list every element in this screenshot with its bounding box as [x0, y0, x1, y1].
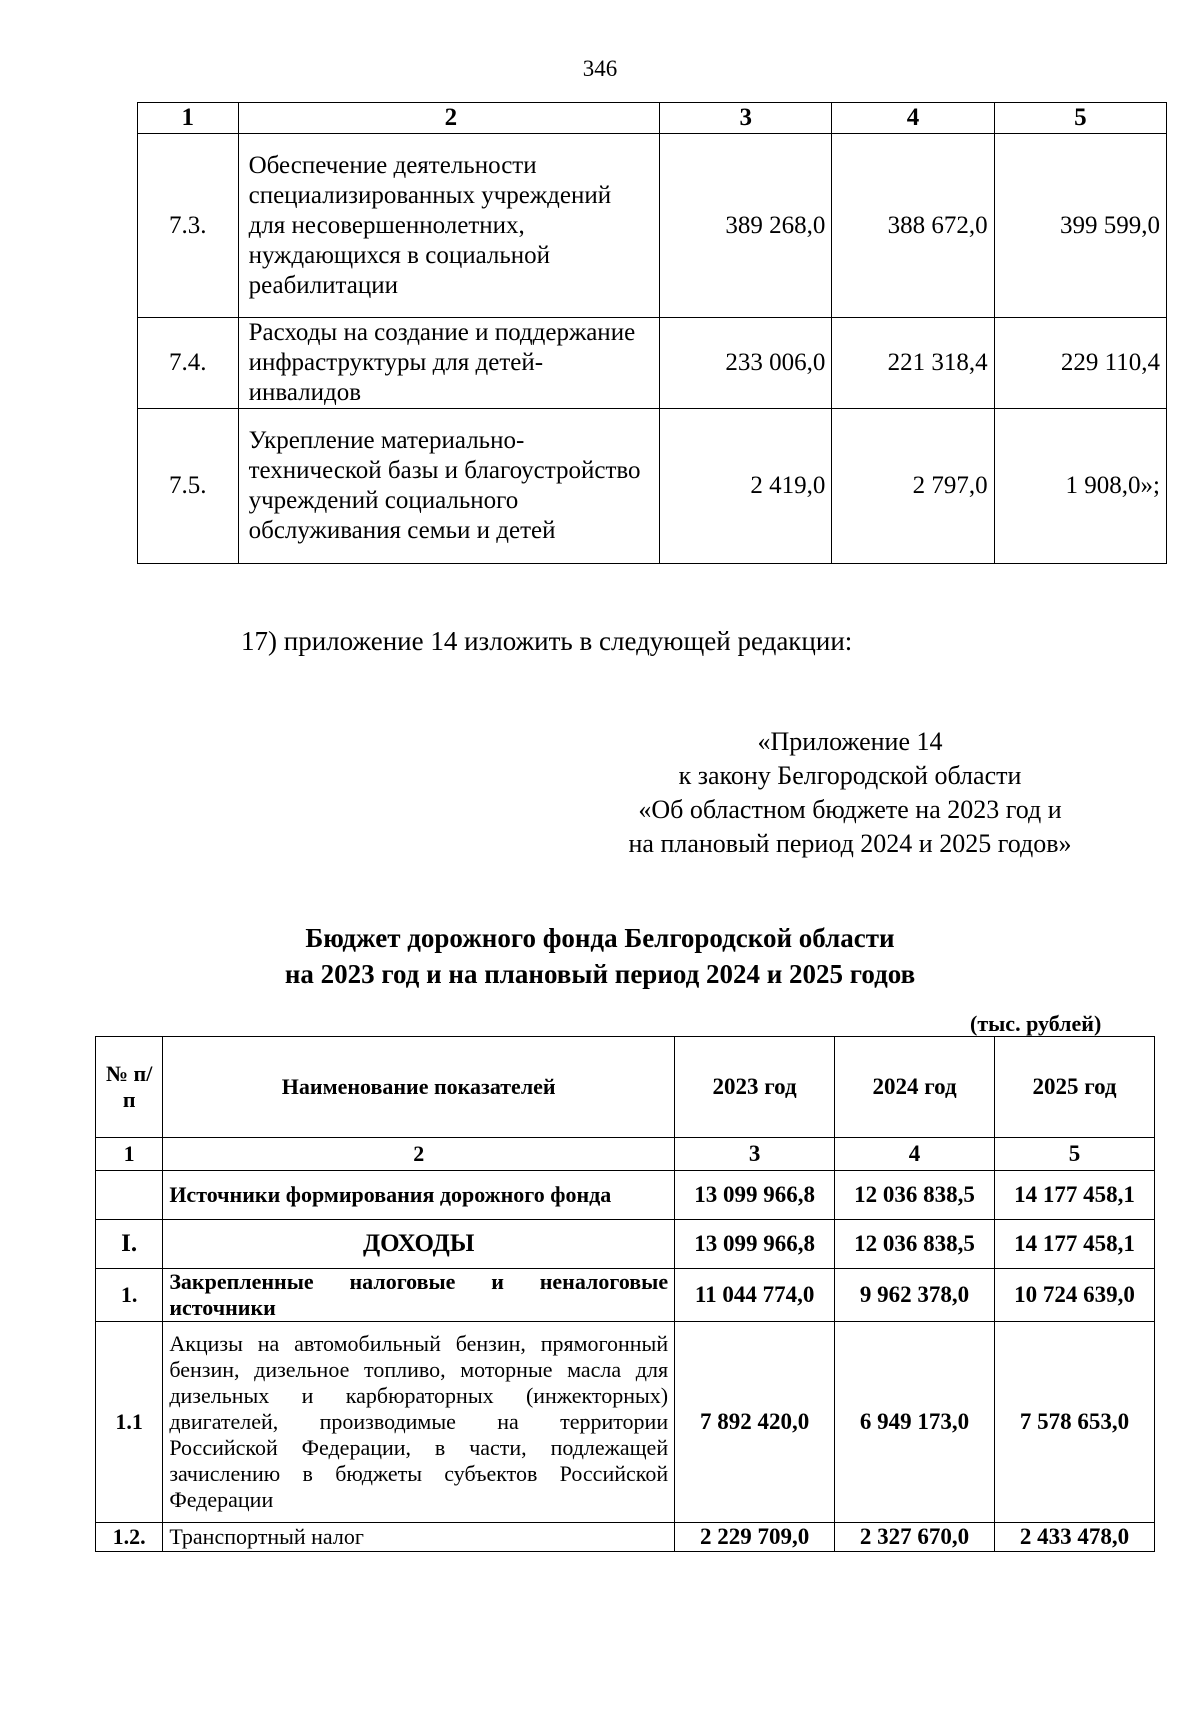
row-name: Акцизы на автомобильный бензин, прямогонный бензин, дизельное топливо, моторные масла для дизельных и карбюраторных (инжекторных) двигателей, производимые на территории Российской Федерации, в части, подлежащей зачислению в бюджеты субъектов Российской Федерации	[163, 1322, 675, 1523]
value-2023: 389 268,0	[660, 134, 832, 318]
column-number: 5	[995, 1138, 1155, 1171]
row-number: 7.4.	[138, 318, 239, 409]
value-2023: 2 419,0	[660, 409, 832, 564]
row-name: Расходы на создание и поддержание инфраструктуры для детей-инвалидов	[238, 318, 660, 409]
value-2024: 6 949 173,0	[835, 1322, 995, 1523]
column-numbers-row	[96, 1138, 1155, 1171]
row-number: I.	[96, 1220, 163, 1269]
row-name: Источники формирования дорожного фонда	[163, 1171, 675, 1220]
row-number: 7.3.	[138, 134, 239, 318]
table-header-row	[96, 1037, 1155, 1138]
table-row	[96, 1171, 1155, 1220]
row-number: 1.1	[96, 1322, 163, 1523]
row-number: 7.5.	[138, 409, 239, 564]
title-line: Бюджет дорожного фонда Белгородской области	[305, 923, 895, 953]
column-number: 3	[660, 103, 832, 134]
table-row	[96, 1220, 1155, 1269]
column-number: 3	[675, 1138, 835, 1171]
page-number: 346	[582, 56, 618, 81]
value-2023: 233 006,0	[660, 318, 832, 409]
value-2024: 388 672,0	[832, 134, 994, 318]
header-2023: 2023 год	[675, 1037, 835, 1138]
value-2024: 12 036 838,5	[835, 1171, 995, 1220]
row-name: ДОХОДЫ	[163, 1220, 675, 1269]
table-row	[138, 134, 1167, 318]
value-2025: 7 578 653,0	[995, 1322, 1155, 1523]
value-2023: 7 892 420,0	[675, 1322, 835, 1523]
row-name: Укрепление материально-технической базы и благоустройство учреждений социального обслуживания семьи и детей	[238, 409, 660, 564]
document-title	[0, 920, 1200, 992]
units-label: (тыс. рублей)	[970, 1011, 1102, 1036]
value-2024: 12 036 838,5	[835, 1220, 995, 1269]
value-2024: 9 962 378,0	[835, 1269, 995, 1322]
row-name: Закрепленные налоговые и неналоговые источники	[163, 1269, 675, 1322]
column-number: 2	[238, 103, 660, 134]
row-number: 1.	[96, 1269, 163, 1322]
value-2025: 14 177 458,1	[995, 1220, 1155, 1269]
table-row	[96, 1523, 1155, 1552]
column-number: 5	[994, 103, 1166, 134]
value-2025: 229 110,4	[994, 318, 1166, 409]
expenses-table	[137, 102, 1167, 564]
table-row	[96, 1269, 1155, 1322]
value-2023: 11 044 774,0	[675, 1269, 835, 1322]
table-row	[96, 1322, 1155, 1523]
value-2024: 2 327 670,0	[835, 1523, 995, 1552]
road-fund-table	[95, 1036, 1155, 1552]
value-2024: 2 797,0	[832, 409, 994, 564]
title-line: на 2023 год и на плановый период 2024 и 2025 годов	[284, 959, 916, 989]
column-number: 4	[832, 103, 994, 134]
column-number: 1	[138, 103, 239, 134]
value-2025: 10 724 639,0	[995, 1269, 1155, 1322]
column-number: 1	[96, 1138, 163, 1171]
amendment-clause: 17) приложение 14 изложить в следующей редакции:	[241, 626, 853, 656]
appendix-line: к закону Белгородской области	[678, 761, 1022, 790]
value-2024: 221 318,4	[832, 318, 994, 409]
appendix-line: «Об областном бюджете на 2023 год и	[638, 795, 1062, 824]
header-number: № п/п	[96, 1037, 163, 1138]
header-name: Наименование показателей	[163, 1037, 675, 1138]
row-number: 1.2.	[96, 1523, 163, 1552]
header-2025: 2025 год	[995, 1037, 1155, 1138]
value-2025: 399 599,0	[994, 134, 1166, 318]
value-2025: 14 177 458,1	[995, 1171, 1155, 1220]
table-row	[138, 409, 1167, 564]
value-2025: 1 908,0»;	[994, 409, 1166, 564]
row-name: Транспортный налог	[163, 1523, 675, 1552]
column-number: 4	[835, 1138, 995, 1171]
column-number: 2	[163, 1138, 675, 1171]
value-2023: 13 099 966,8	[675, 1220, 835, 1269]
value-2023: 13 099 966,8	[675, 1171, 835, 1220]
appendix-line: на плановый период 2024 и 2025 годов»	[628, 829, 1072, 858]
row-number	[96, 1171, 163, 1220]
row-name: Обеспечение деятельности специализированных учреждений для несовершеннолетних, нуждающихся в социальной реабилитации	[238, 134, 660, 318]
appendix-line: «Приложение 14	[757, 727, 943, 756]
table-row	[138, 318, 1167, 409]
appendix-reference	[560, 725, 1140, 861]
value-2023: 2 229 709,0	[675, 1523, 835, 1552]
value-2025: 2 433 478,0	[995, 1523, 1155, 1552]
header-2024: 2024 год	[835, 1037, 995, 1138]
table-header-row	[138, 103, 1167, 134]
